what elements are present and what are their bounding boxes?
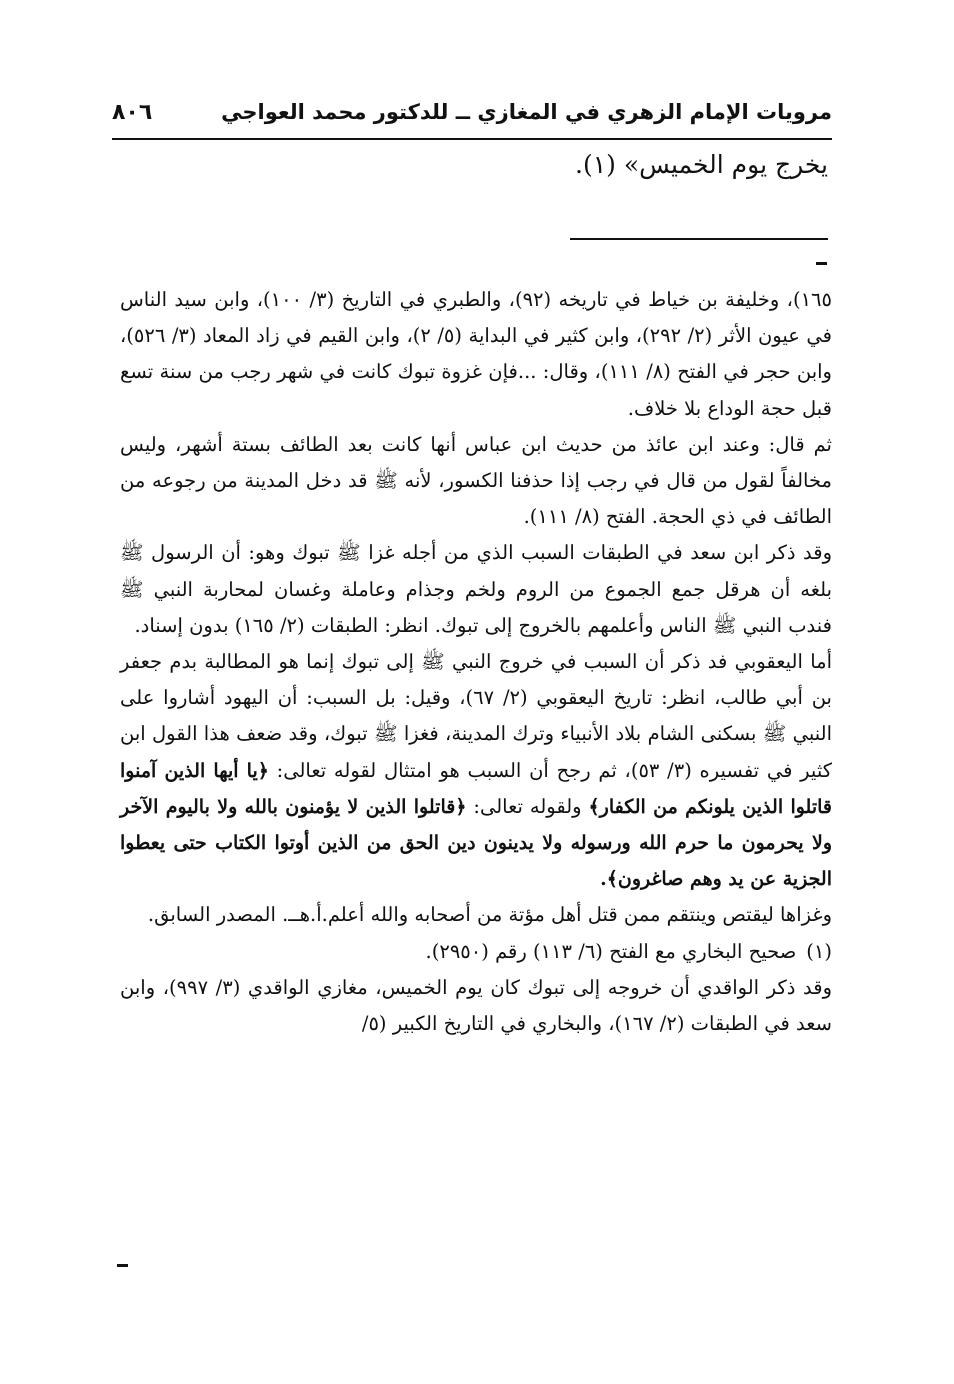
connector-text: ولقوله تعالى: bbox=[466, 794, 589, 818]
page-number: ٨٠٦ bbox=[112, 100, 153, 125]
footnote-separator bbox=[570, 238, 828, 240]
footnote-paragraph: وغزاها ليقتص وينتقم ممن قتل أهل مؤتة من أصحابه والله أعلم.أ.هــ. المصدر السابق. bbox=[147, 903, 832, 927]
quran-verse: ﴿قاتلوا الذين لا يؤمنون بالله ولا باليوم الآخر ولا يحرمون ما حرم الله ورسوله ولا يدينون دين الحق من الذين أوتوا الكتاب حتى يعطوا الجزية عن يد وهم صاغرون﴾. bbox=[120, 795, 832, 891]
footnote-text: صحيح البخاري مع الفتح (٦/ ١١٣) رقم (٢٩٥٠). bbox=[425, 939, 797, 963]
footnotes-block bbox=[120, 282, 832, 1042]
footnote-entry bbox=[120, 934, 832, 970]
header-rule bbox=[112, 138, 832, 140]
footnote-paragraph: وقد ذكر ابن سعد في الطبقات السبب الذي من أجله غزا ﷺ تبوك وهو: أن الرسول ﷺ بلغه أن هرقل جمع الجموع من الروم ولخم وجذام وعاملة وغسان لمحاربة النبي ﷺ فندب النبي ﷺ الناس وأعلمهم بالخروج إلى تبوك. انظر: الطبقات (٢/ ١٦٥) بدون إسناد. bbox=[120, 541, 832, 637]
continuation-mark bbox=[816, 262, 827, 265]
quran-verse: ﴿يا أيها الذين آمنوا قاتلوا الذين يلونكم من الكفار﴾ bbox=[120, 759, 832, 818]
body-text-line: يخرج يوم الخميس» (١). bbox=[575, 150, 828, 179]
running-header bbox=[112, 98, 832, 138]
footnote-paragraph: وقد ذكر الواقدي أن خروجه إلى تبوك كان يوم الخميس، مغازي الواقدي (٣/ ٩٩٧)، وابن سعد في الطبقات (٢/ ١٦٧)، والبخاري في التاريخ الكبير (٥/ bbox=[120, 975, 832, 1036]
footnote-paragraph: ١٦٥)، وخليفة بن خياط في تاريخه (٩٢)، والطبري في التاريخ (٣/ ١٠٠)، وابن سيد الناس في عيون الأثر (٢/ ٢٩٢)، وابن كثير في البداية (٥/ ٢)، وابن القيم في زاد المعاد (٣/ ٥٢٦)، وابن حجر في الفتح (٨/ ١١١)، وقال: ...فإن غزوة تبوك كانت في شهر رجب من سنة تسع قبل حجة الوداع بلا خلاف. bbox=[120, 288, 832, 420]
footnote-marker: (١) bbox=[806, 939, 832, 963]
running-title: مرويات الإمام الزهري في المغازي ــ للدكتور محمد العواجي bbox=[221, 100, 832, 124]
footnote-paragraph bbox=[120, 644, 832, 897]
continuation-mark bbox=[117, 1264, 128, 1267]
footnote-text: أما اليعقوبي فد ذكر أن السبب في خروج النبي ﷺ إلى تبوك إنما هو المطالبة بدم جعفر بن أبي طالب، انظر: تاريخ اليعقوبي (٢/ ٦٧)، وقيل: بل السبب: أن اليهود أشاروا على النبي ﷺ بسكنى الشام بلاد الأنبياء وترك المدينة، فغزا ﷺ تبوك، وقد ضعف هذا القول ابن كثير في تفسيره (٣/ ٥٣)، ثم رجح أن السبب هو امتثال لقوله تعالى: bbox=[120, 650, 832, 782]
footnote-paragraph: ثم قال: وعند ابن عائذ من حديث ابن عباس أنها كانت بعد الطائف بستة أشهر، وليس مخالفاً لقول من قال في رجب إذا حذفنا الكسور، لأنه ﷺ قد دخل المدينة من رجوعه من الطائف في ذي الحجة. الفتح (٨/ ١١١). bbox=[120, 432, 832, 529]
